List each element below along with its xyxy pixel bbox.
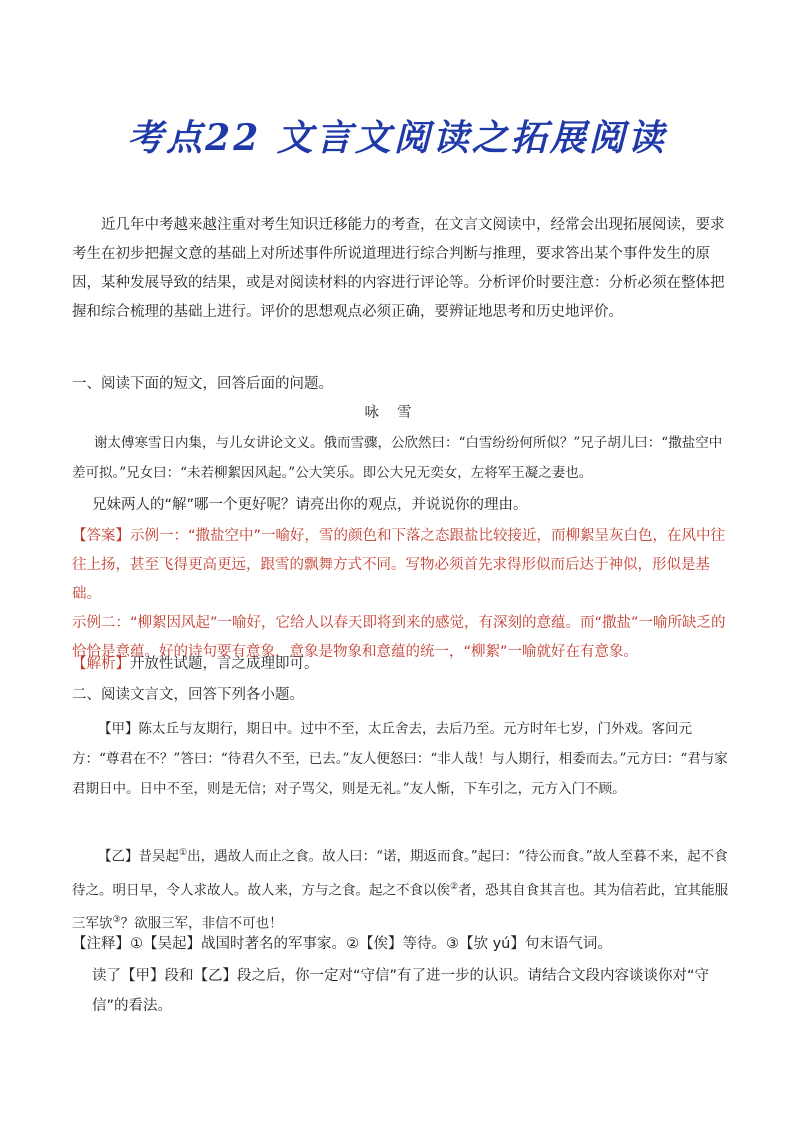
answer-tag: 【答案】: [72, 528, 130, 544]
section2-question-line2: 信”的看法。: [92, 998, 173, 1014]
passage-jia: [72, 714, 732, 804]
footnote-marker-2: ②: [450, 881, 459, 892]
passage-yi-part3: 者，恐其自食其言也。其为信若此，宜其能服三军欤: [72, 882, 729, 932]
analysis-text: 开放性试题，言之成理即可。: [130, 656, 319, 672]
passage-text: [72, 428, 732, 488]
section1-heading: 一、阅读下面的短文，回答后面的问题。: [72, 376, 333, 392]
intro-paragraph: [72, 211, 732, 327]
answer-example-2-end: “柳絮”一喻就好在有意象。: [463, 644, 639, 660]
section2-question: [72, 961, 732, 1021]
passage-yi-part4: ？欲服三军，非信不可也！: [120, 915, 283, 932]
intro-text: 近几年中考越来越注重对考生知识迁移能力的考查，在文言文阅读中，经常会出现拓展阅读，要求考生在初步把握文意的基础上对所述事件所说道理进行综合判断与推理，要求答出某个事件发生的原因，某种发展导致的结果，或是对阅读材料的内容进行评论等。分析评价时要注意：分析必须在整体把握和综合梳理的基础上进行。评价的思想观点必须正确，要辨证地思考和历史地评价。: [72, 217, 725, 320]
footnote-marker-1: ①: [179, 848, 188, 858]
section2-heading: 二、阅读文言文，回答下列各小题。: [72, 687, 304, 703]
passage-yi: [72, 838, 732, 939]
answer-block: [72, 522, 732, 667]
analysis-tag: 【解析】: [72, 656, 130, 672]
page-title: 考点22 文言文阅读之拓展阅读: [127, 117, 667, 159]
answer-example-1: 示例一：“撒盐空中”一喻好，雪的颜色和下落之态跟盐比较接近，而柳絮呈灰白色，在风中往往上扬，甚至飞得更高更远，跟雪的飘舞方式不同。写物必须首先求得形似而后达于神似，形似是基础。: [72, 528, 726, 602]
passage-yi-part2: 出，遇故人而止之食。故人曰：“诺，期返而食。”起曰：“待公而食。”故人至暮不来，起不食待之。明日早，令人求故人。故人来，方与之食。起之不食以俟: [72, 848, 728, 898]
answer-example-2: 示例二：“柳絮因风起”一喻好，它给人以春天即将到来的感觉，有深刻的意蕴。而“撒盐”一喻所缺乏的恰恰是意蕴。好的诗句要有意象，意象是物象和意蕴的统一，: [72, 615, 726, 660]
section2-question-line1: 读了【甲】段和【乙】段之后，你一定对“守信”有了进一步的认识。请结合文段内容谈谈你对“守: [92, 968, 710, 984]
footnote-marker-3: ③: [112, 915, 121, 925]
passage-jia-text: 【甲】陈太丘与友期行，期日中。过中不至，太丘舍去，去后乃至。元方时年七岁，门外戏。客问元方：“尊君在不？”答曰：“待君久不至，已去。”友人便怒曰：“非人哉！与人期行，相委而去。”元方曰：“君与家君期日中。日中不至，则是无信；对子骂父，则是无礼。”友人惭，下车引之，元方入门不顾。: [72, 721, 728, 797]
passage-body: 谢太傅寒雪日内集，与儿女讲论文义。俄而雪骤，公欣然曰：“白雪纷纷何所似？”兄子胡儿曰：“撒盐空中差可拟。”兄女曰：“未若柳絮因风起。”公大笑乐。即公大兄无奕女，左将军王凝之妻也。: [72, 435, 723, 481]
section1-question: 兄妹两人的“解”哪一个更好呢？请亮出你的观点，并说说你的理由。: [92, 497, 528, 513]
passage-yi-part1: 【乙】昔吴起: [98, 848, 179, 865]
analysis-line: [72, 652, 319, 673]
annotations: 【注释】①【吴起】战国时著名的军事家。②【俟】等待。③【欤 yú】句末语气词。: [72, 936, 612, 952]
passage-title: 咏雪: [364, 405, 430, 421]
